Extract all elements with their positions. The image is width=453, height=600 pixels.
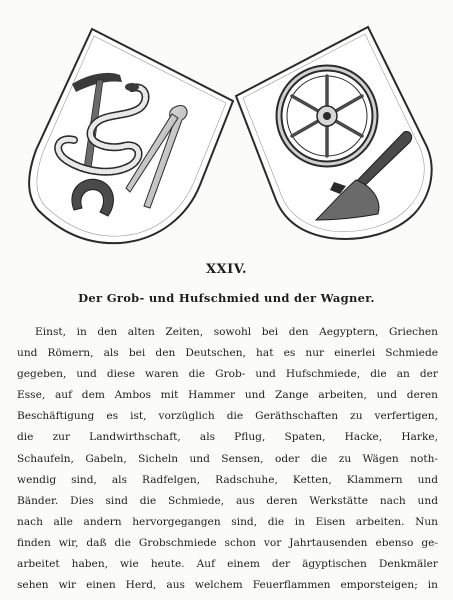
text-line: finden wir, daß die Grobschmiede schon vor Jahrtausenden ebenso ge- <box>17 536 438 549</box>
chapter-number: XXIV. <box>205 262 248 277</box>
text-line: die zur Landwirthschaft, als Pflug, Spaten, Hacke, Harke, <box>17 431 438 444</box>
text-line: Bänder. Dies sind die Schmiede, aus deren Werkstätte nach und <box>17 494 438 507</box>
wheelwright-shield-icon <box>236 27 432 239</box>
text-line: gegeben, und diese waren die Grob- und Hufschmiede, die an der <box>17 368 438 381</box>
text-line: arbeitet haben, wie heute. Auf einem der ägyptischen Denkmäler <box>17 558 438 571</box>
text-line: und Römern, als bei den Deutschen, hat es nur einerlei Schmiede <box>17 347 438 360</box>
coats-of-arms-illustration <box>0 0 453 250</box>
text-line: nach alle andern hervorgegangen sind, die in Eisen arbeiten. Nun <box>17 515 438 528</box>
text-line: Schaufeln, Gabeln, Sicheln und Sensen, oder die zu Wägen noth- <box>17 452 438 465</box>
text-line: wendig sind, als Radfelgen, Radschuhe, Ketten, Klammern und <box>17 473 438 486</box>
text-line: sehen wir einen Herd, aus welchem Feuerflammen emporsteigen; in <box>17 579 438 592</box>
body-text <box>17 322 438 596</box>
text-line: Beschäftigung es ist, vorzüglich die Geräthschaften zu verfertigen, <box>17 410 438 423</box>
chapter-title: Der Grob- und Hufschmied und der Wagner. <box>78 291 375 305</box>
blacksmith-shield-icon <box>29 29 233 243</box>
text-line: Esse, auf dem Ambos mit Hammer und Zange arbeiten, und deren <box>17 389 438 402</box>
text-line: Einst, in den alten Zeiten, sowohl bei den Aegyptern, Griechen <box>35 326 438 338</box>
